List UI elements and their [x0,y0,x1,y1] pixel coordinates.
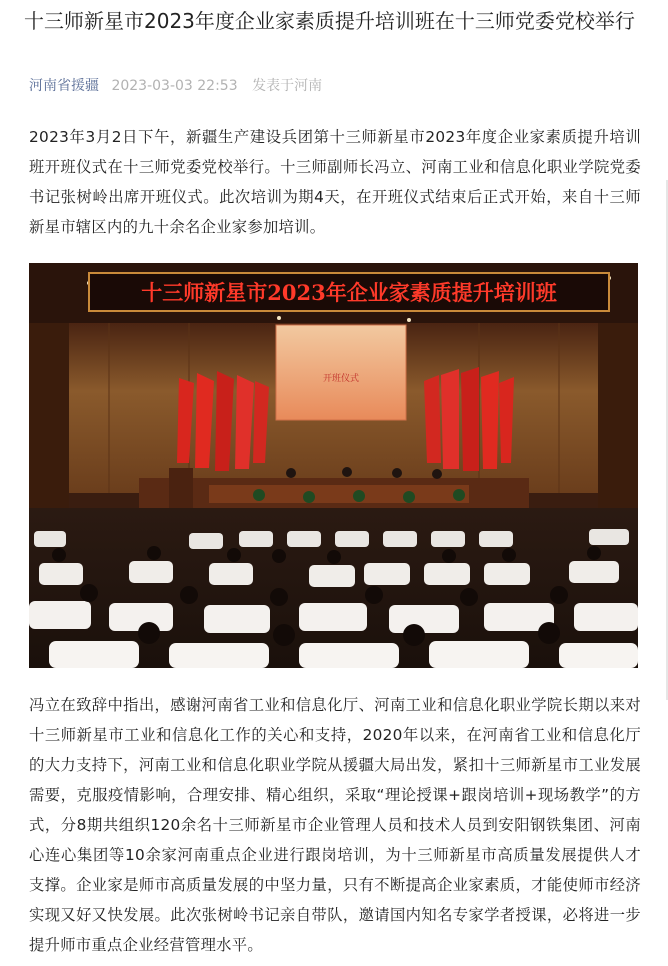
author-link[interactable]: 河南省援疆 [29,78,99,94]
paragraph-intro: 2023年3月2日下午，新疆生产建设兵团第十三师新星市2023年度企业家素质提升培训班开班仪式在十三师党委党校举行。十三师副师长冯立、河南工业和信息化职业学院党委书记张树岭出席开班仪式。此次培训为期4天，在开班仪式结束后正式开始，来自十三师新星市辖区内的九十余名企业家参加培训。 [29,128,641,236]
publish-datetime: 2023-03-03 22:53 [111,78,238,94]
conference-photo[interactable] [29,263,638,668]
paragraph-speech: 冯立在致辞中指出，感谢河南省工业和信息化厅、河南工业和信息化职业学院长期以来对十三师新星市工业和信息化工作的关心和支持，2020年以来，在河南省工业和信息化厅的大力支持下，河南工业和信息化职业学院从援疆大局出发，紧扣十三师新星市工业发展需要，克服疫情影响，合理安排、精心组织，采取“理论授课+跟岗培训+现场教学”的方式，分8期共组织120余名十三师新星市企业管理人员和技术人员到安阳钢铁集团、河南心连心集团等10余家河南重点企业进行跟岗培训，为十三师新星市高质量发展提供人才支撑。企业家是师市高质量发展的中坚力量，只有不断提高企业家素质，才能使师市经济实现又好又快发展。此次张树岭书记亲自带队，邀请国内知名专家学者授课，必将进一步提升师市重点企业经营管理水平。 [29,696,641,954]
publish-location: 发表于河南 [252,78,323,94]
conference-photo-illustration [29,263,638,668]
article-title: 十三师新星市2023年度企业家素质提升培训班在十三师党委党校举行 [24,9,635,33]
photo-banner-text: 十三师新星市2023年企业家素质提升培训班 [141,280,557,305]
photo-screen-text: 开班仪式 [322,374,360,384]
article-meta [29,76,322,96]
